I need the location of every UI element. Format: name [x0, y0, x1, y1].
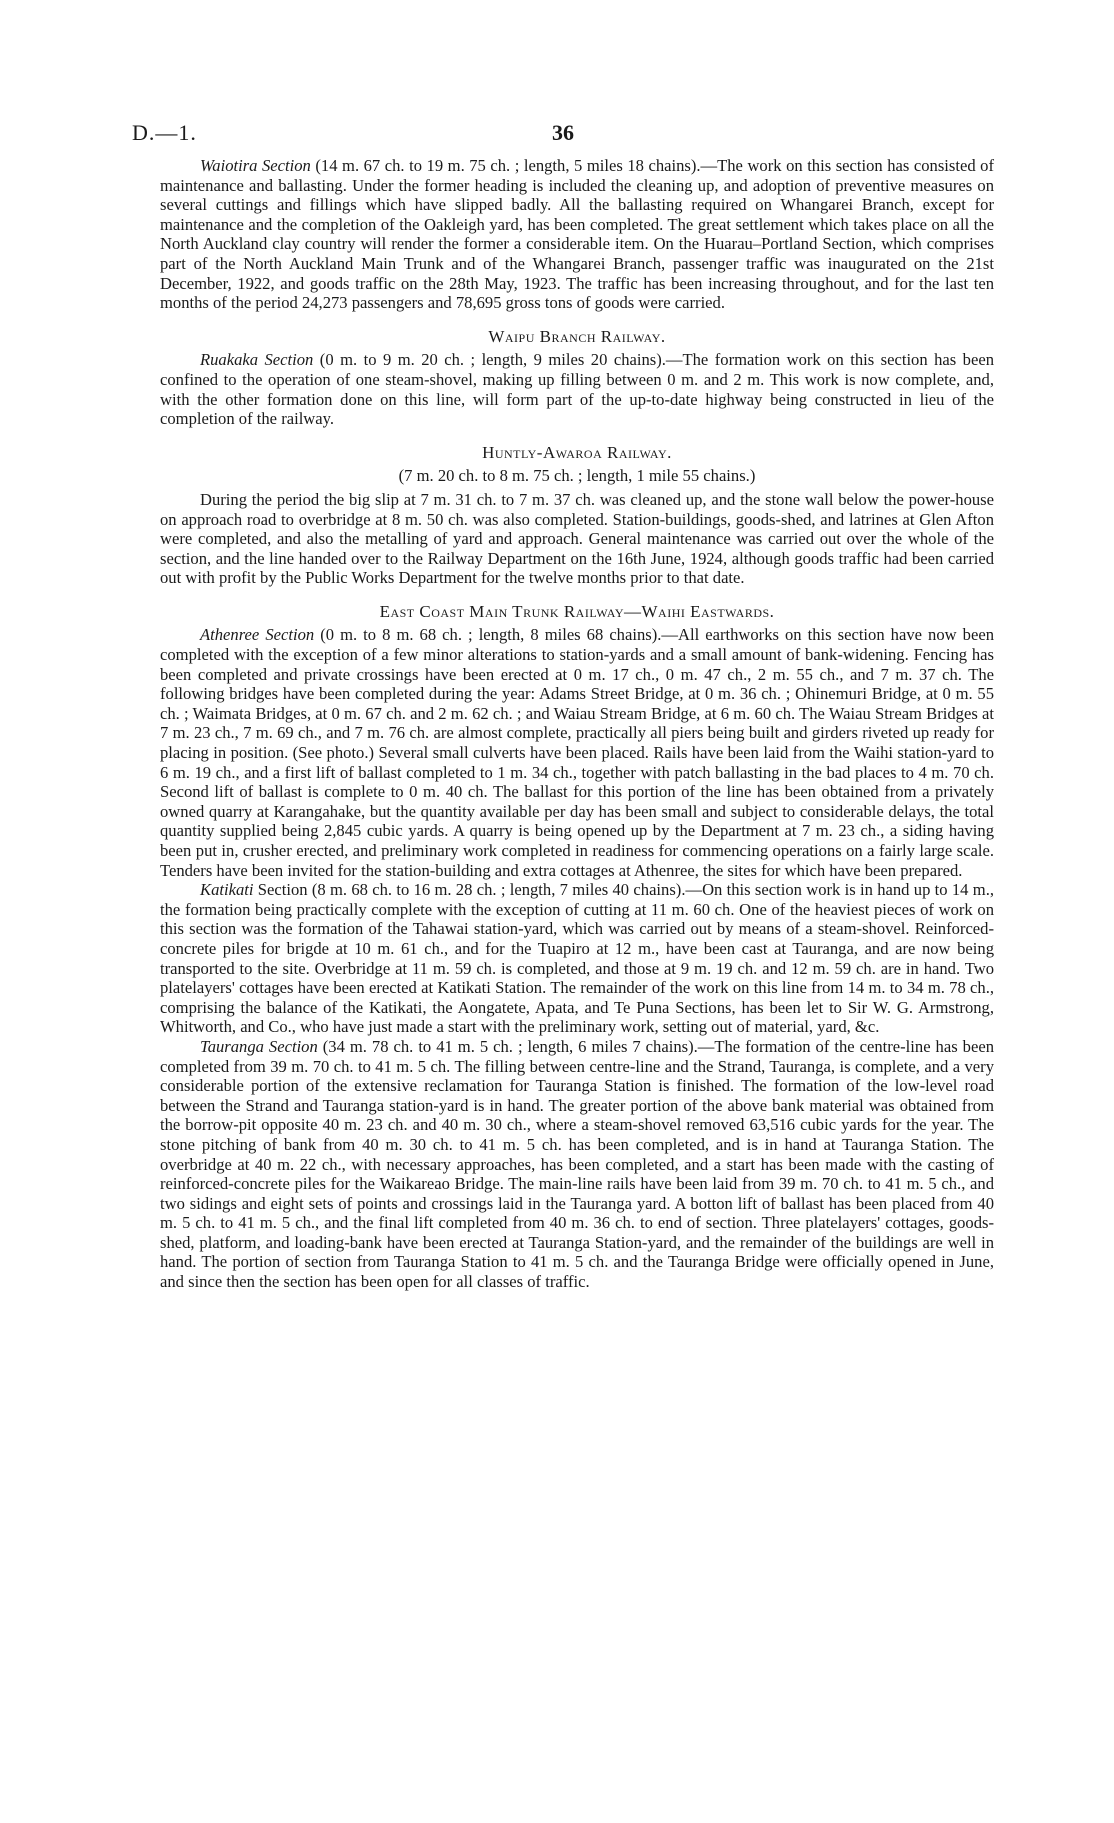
section-lead-katikati: Katikati — [200, 880, 254, 900]
section-lead-ruakaka: Ruakaka Section — [200, 350, 314, 370]
section-lead-tauranga: Tauranga Section — [200, 1036, 318, 1056]
paragraph-huntly: During the period the big slip at 7 m. 31 ch. to 7 m. 37 ch. was cleaned up, and the stone wall below the power-house on approach road to overbridge at 8 m. 50 ch. was also completed. Station-buildings, goods-shed, and latrines at Glen Afton were completed, and also the metalling of yard and approach. General maintenance was carried out over the whole of the section, and the line handed over to the Railway Department on the 16th June, 1924, although goods traffic had been carried out with profit by the Public Works Department for the twelve months prior to that date. — [160, 489, 994, 588]
page-header — [132, 118, 994, 148]
paragraph-athenree — [160, 625, 994, 880]
document-reference: D.—1. — [132, 120, 197, 145]
heading-east-coast: East Coast Main Trunk Railway—Waihi Eastwards. — [379, 601, 775, 621]
subheading-huntly-length: (7 m. 20 ch. to 8 m. 75 ch. ; length, 1 mile 55 chains.) — [398, 466, 756, 486]
section-lead-athenree: Athenree Section — [200, 625, 315, 645]
paragraph-text: (34 m. 78 ch. to 41 m. 5 ch. ; length, 6 miles 7 chains).—The formation of the centre-line has been completed from 39 m. 70 ch. to 41 m. 5 ch. The filling between centre-line and the Strand, Tauranga, is complete, and a very considerable portion of the extensive reclamation for Tauranga Station is finished. The formation of the low-level road between the Strand and Tauranga station-yard is in hand. The greater portion of the above bank material was obtained from the borrow-pit opposite 40 m. 23 ch. and 40 m. 30 ch., where a steam-shovel removed 63,516 cubic yards for the year. The stone pitching of bank from 40 m. 30 ch. to 41 m. 5 ch. has been completed, and is in hand at Tauranga Station. The overbridge at 40 m. 22 ch., with necessary approaches, has been completed, and a start has been made with the casting of reinforced-concrete piles for the Waikareao Bridge. The main-line rails have been laid from 39 m. 70 ch. to 41 m. 5 ch., and two sidings and eight sets of points and crossings laid in the Tauranga yard. A botton lift of ballast has been placed from 40 m. 5 ch. to 41 m. 5 ch., and the final lift completed from 40 m. 36 ch. to end of section. Three platelayers' cottages, goods-shed, platform, and loading-bank have been erected at Tauranga Station-yard, and the remainder of the buildings are well in hand. The portion of section from Tauranga Station to 41 m. 5 ch. and the Tauranga Bridge were officially opened in June, and since then the section has been open for all classes of traffic. — [160, 1036, 994, 1292]
paragraph-text: (0 m. to 9 m. 20 ch. ; length, 9 miles 20 chains).—The formation work on this section has been confined to the operation of one steam-shovel, making up filling between 0 m. and 2 m. This work is now complete, and, with the other formation done on this line, will form part of the up-to-date highway being constructed in lieu of the completion of the railway. — [160, 350, 994, 429]
heading-huntly-awaroa: Huntly-Awaroa Railway. — [482, 442, 672, 462]
paragraph-text: (14 m. 67 ch. to 19 m. 75 ch. ; length, 5 miles 18 chains).—The work on this section has consisted of maintenance and ballasting. Under the former heading is included the cleaning up, and adoption of preventive measures on several cuttings and fillings which have slipped badly. All the ballasting required on Whangarei Branch, except for maintenance and the completion of the Oakleigh yard, has been completed. The great settlement which takes place on all the North Auckland clay country will render the former a considerable item. On the Huarau–Portland Section, which comprises part of the North Auckland Main Trunk and of the Whangarei Branch, passenger traffic was inaugurated on the 21st December, 1922, and goods traffic on the 28th May, 1923. The traffic has been increasing throughout, and for the last ten months of the period 24,273 passengers and 78,695 gross tons of goods were carried. — [160, 156, 995, 313]
paragraph-waiotira — [160, 156, 994, 313]
paragraph-ruakaka — [160, 350, 994, 428]
paragraph-katikati — [160, 880, 994, 1037]
paragraph-text: Section (8 m. 68 ch. to 16 m. 28 ch. ; length, 7 miles 40 chains).—On this section work is in hand up to 14 m., the formation being practically complete with the exception of cutting at 11 m. 60 ch. One of the heaviest pieces of work on this section was the formation of the Tahawai station-yard, which was carried out by means of a steam-shovel. Reinforced-concrete piles for brigde at 10 m. 61 ch., and for the Tuapiro at 12 m., have been cast at Tauranga, and are now being transported to the site. Overbridge at 11 m. 59 ch. is completed, and those at 9 m. 19 ch. and 12 m. 59 ch. are in hand. Two platelayers' cottages have been erected at Katikati Station. The remainder of the work on this line from 14 m. to 34 m. 78 ch., comprising the balance of the Katikati, the Aongatete, Apata, and Te Puna Sections, has been let to Sir W. G. Armstrong, Whitworth, and Co., who have just made a start with the preliminary work, setting out of material, yard, &c. — [160, 880, 994, 1037]
section-lead-waiotira: Waiotira Section — [200, 156, 311, 175]
paragraph-tauranga — [160, 1037, 994, 1292]
paragraph-text: (0 m. to 8 m. 68 ch. ; length, 8 miles 68 chains).—All earthworks on this section have now been completed with the exception of a few minor alterations to station-yards and a small amount of bank-widening. Fencing has been completed and private crossings have been erected at 0 m. 17 ch., 0 m. 47 ch., 2 m. 55 ch., and 7 m. 37 ch. The following bridges have been completed during the year: Adams Street Bridge, at 0 m. 36 ch. ; Ohinemuri Bridge, at 0 m. 55 ch. ; Waimata Bridges, at 0 m. 67 ch. and 2 m. 62 ch. ; and Waiau Stream Bridge, at 6 m. 60 ch. The Waiau Stream Bridges at 7 m. 23 ch., 7 m. 69 ch., and 7 m. 76 ch. are almost complete, practically all piers being built and girders riveted up ready for placing in position. (See photo.) Several small culverts have been placed. Rails have been laid from the Waihi station-yard to 6 m. 19 ch., and a first lift of ballast completed to 1 m. 34 ch., together with patch ballasting in the bad places to 4 m. 70 ch. Second lift of ballast is complete to 0 m. 40 ch. The ballast for this portion of the line has been obtained from a privately owned quarry at Karangahake, but the quantity available per day has been small and subject to considerable delays, the total quantity supplied being 2,845 cubic yards. A quarry is being opened up by the Department at 7 m. 23 ch., a siding having been put in, crusher erected, and preliminary work completed in readiness for commencing operations on a fairly large scale. Tenders have been invited for the station-building and extra cottages at Athenree, the sites for which have been prepared. — [160, 625, 994, 880]
page-number: 36 — [552, 120, 574, 145]
document-body — [160, 156, 994, 1292]
heading-waipu-branch: Waipu Branch Railway. — [488, 326, 666, 346]
